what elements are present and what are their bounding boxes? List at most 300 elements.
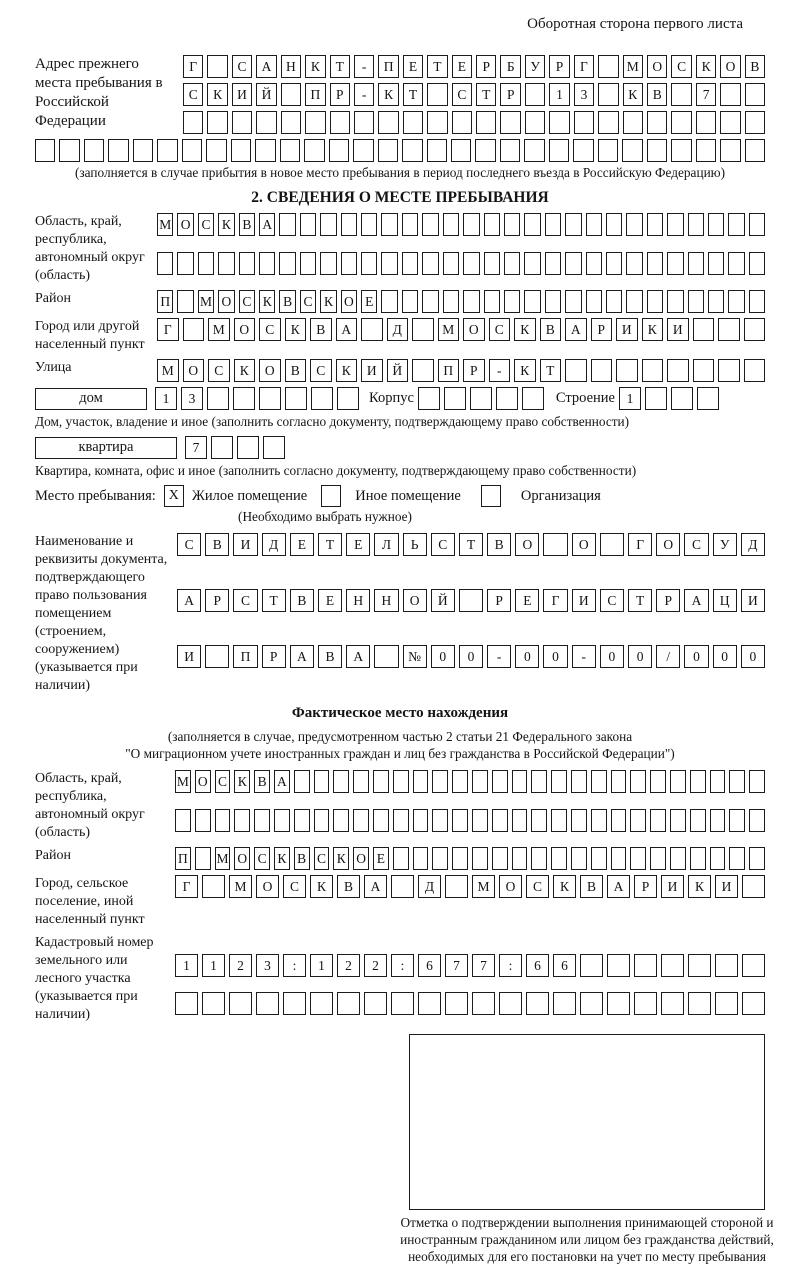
char-cell[interactable]: А bbox=[336, 318, 358, 341]
char-cell[interactable] bbox=[422, 213, 438, 236]
char-cell[interactable]: № bbox=[403, 645, 427, 668]
char-cell[interactable]: И bbox=[741, 589, 765, 612]
char-cell[interactable]: Н bbox=[374, 589, 398, 612]
char-cell[interactable] bbox=[337, 992, 360, 1015]
char-cell[interactable] bbox=[524, 290, 540, 313]
char-cell[interactable] bbox=[393, 847, 409, 870]
char-cell[interactable] bbox=[353, 809, 369, 832]
char-cell[interactable] bbox=[690, 809, 706, 832]
char-cell[interactable] bbox=[611, 770, 627, 793]
char-cell[interactable] bbox=[708, 290, 724, 313]
char-cell[interactable] bbox=[391, 992, 414, 1015]
char-cell[interactable] bbox=[207, 111, 227, 134]
char-cell[interactable] bbox=[591, 359, 613, 382]
char-cell[interactable]: П bbox=[175, 847, 191, 870]
char-cell[interactable] bbox=[526, 992, 549, 1015]
char-cell[interactable] bbox=[294, 809, 310, 832]
char-cell[interactable]: А bbox=[565, 318, 587, 341]
char-cell[interactable] bbox=[500, 111, 520, 134]
char-cell[interactable] bbox=[611, 809, 627, 832]
char-cell[interactable]: Е bbox=[403, 55, 423, 78]
char-cell[interactable]: Е bbox=[361, 290, 377, 313]
char-cell[interactable] bbox=[745, 111, 765, 134]
char-cell[interactable] bbox=[373, 809, 389, 832]
char-cell[interactable] bbox=[647, 213, 663, 236]
checkbox-organization[interactable] bbox=[481, 485, 501, 507]
char-cell[interactable] bbox=[470, 387, 492, 410]
char-cell[interactable]: С bbox=[671, 55, 691, 78]
char-cell[interactable] bbox=[492, 809, 508, 832]
char-cell[interactable] bbox=[402, 139, 422, 162]
char-cell[interactable] bbox=[381, 290, 397, 313]
char-cell[interactable] bbox=[320, 213, 336, 236]
char-cell[interactable]: М bbox=[157, 359, 179, 382]
char-cell[interactable] bbox=[476, 111, 496, 134]
char-cell[interactable] bbox=[626, 252, 642, 275]
char-cell[interactable] bbox=[671, 387, 693, 410]
char-cell[interactable] bbox=[586, 252, 602, 275]
char-cell[interactable] bbox=[745, 139, 765, 162]
char-cell[interactable] bbox=[611, 847, 627, 870]
char-cell[interactable] bbox=[671, 111, 691, 134]
char-cell[interactable] bbox=[472, 770, 488, 793]
char-cell[interactable] bbox=[598, 83, 618, 106]
char-cell[interactable] bbox=[729, 770, 745, 793]
char-cell[interactable] bbox=[232, 111, 252, 134]
char-cell[interactable]: Т bbox=[476, 83, 496, 106]
char-cell[interactable]: Г bbox=[157, 318, 179, 341]
char-cell[interactable] bbox=[720, 111, 740, 134]
char-cell[interactable] bbox=[647, 139, 667, 162]
char-cell[interactable] bbox=[157, 252, 173, 275]
char-cell[interactable] bbox=[623, 111, 643, 134]
char-cell[interactable]: О bbox=[515, 533, 539, 556]
char-cell[interactable]: Р bbox=[634, 875, 657, 898]
char-cell[interactable] bbox=[182, 139, 202, 162]
char-cell[interactable]: Е bbox=[318, 589, 342, 612]
char-cell[interactable] bbox=[551, 770, 567, 793]
char-cell[interactable]: 3 bbox=[181, 387, 203, 410]
char-cell[interactable] bbox=[531, 809, 547, 832]
char-cell[interactable]: Б bbox=[500, 55, 520, 78]
char-cell[interactable] bbox=[647, 290, 663, 313]
char-cell[interactable]: Е bbox=[515, 589, 539, 612]
char-cell[interactable] bbox=[574, 111, 594, 134]
char-cell[interactable] bbox=[330, 111, 350, 134]
char-cell[interactable]: / bbox=[656, 645, 680, 668]
char-cell[interactable] bbox=[393, 770, 409, 793]
char-cell[interactable] bbox=[504, 213, 520, 236]
char-cell[interactable] bbox=[373, 770, 389, 793]
char-cell[interactable]: П bbox=[378, 55, 398, 78]
char-cell[interactable]: А bbox=[290, 645, 314, 668]
char-cell[interactable]: Т bbox=[427, 55, 447, 78]
char-cell[interactable]: С bbox=[600, 589, 624, 612]
char-cell[interactable] bbox=[661, 992, 684, 1015]
char-cell[interactable] bbox=[175, 809, 191, 832]
char-cell[interactable]: К bbox=[305, 55, 325, 78]
char-cell[interactable]: О bbox=[720, 55, 740, 78]
char-cell[interactable]: Н bbox=[346, 589, 370, 612]
char-cell[interactable] bbox=[255, 139, 275, 162]
char-cell[interactable] bbox=[571, 770, 587, 793]
char-cell[interactable]: С bbox=[233, 589, 257, 612]
char-cell[interactable] bbox=[304, 139, 324, 162]
char-cell[interactable] bbox=[586, 213, 602, 236]
char-cell[interactable] bbox=[254, 809, 270, 832]
char-cell[interactable] bbox=[500, 139, 520, 162]
char-cell[interactable] bbox=[294, 770, 310, 793]
char-cell[interactable]: В bbox=[318, 645, 342, 668]
char-cell[interactable] bbox=[256, 111, 276, 134]
char-cell[interactable]: 3 bbox=[574, 83, 594, 106]
char-cell[interactable]: 0 bbox=[431, 645, 455, 668]
char-cell[interactable]: Р bbox=[330, 83, 350, 106]
char-cell[interactable] bbox=[525, 111, 545, 134]
char-cell[interactable] bbox=[749, 213, 765, 236]
char-cell[interactable]: Е bbox=[452, 55, 472, 78]
char-cell[interactable] bbox=[452, 809, 468, 832]
char-cell[interactable] bbox=[218, 252, 234, 275]
char-cell[interactable]: С bbox=[177, 533, 201, 556]
char-cell[interactable]: Е bbox=[373, 847, 389, 870]
char-cell[interactable] bbox=[443, 290, 459, 313]
char-cell[interactable] bbox=[690, 847, 706, 870]
char-cell[interactable]: К bbox=[336, 359, 358, 382]
char-cell[interactable] bbox=[422, 290, 438, 313]
char-cell[interactable] bbox=[157, 139, 177, 162]
char-cell[interactable] bbox=[484, 213, 500, 236]
char-cell[interactable] bbox=[688, 252, 704, 275]
char-cell[interactable] bbox=[598, 111, 618, 134]
char-cell[interactable] bbox=[463, 252, 479, 275]
char-cell[interactable] bbox=[484, 252, 500, 275]
char-cell[interactable]: 6 bbox=[526, 954, 549, 977]
char-cell[interactable]: М bbox=[438, 318, 460, 341]
char-cell[interactable]: С bbox=[254, 847, 270, 870]
char-cell[interactable] bbox=[427, 139, 447, 162]
char-cell[interactable]: В bbox=[487, 533, 511, 556]
char-cell[interactable]: Р bbox=[549, 55, 569, 78]
char-cell[interactable] bbox=[693, 359, 715, 382]
char-cell[interactable]: Р bbox=[591, 318, 613, 341]
char-cell[interactable]: О bbox=[572, 533, 596, 556]
char-cell[interactable]: 1 bbox=[175, 954, 198, 977]
char-cell[interactable] bbox=[661, 954, 684, 977]
char-cell[interactable] bbox=[729, 847, 745, 870]
char-cell[interactable]: 0 bbox=[543, 645, 567, 668]
char-cell[interactable] bbox=[708, 213, 724, 236]
char-cell[interactable]: О bbox=[259, 359, 281, 382]
char-cell[interactable]: М bbox=[157, 213, 173, 236]
char-cell[interactable] bbox=[256, 992, 279, 1015]
char-cell[interactable] bbox=[504, 252, 520, 275]
char-cell[interactable]: Р bbox=[205, 589, 229, 612]
char-cell[interactable] bbox=[670, 847, 686, 870]
checkbox-residential[interactable]: X bbox=[164, 485, 184, 507]
char-cell[interactable] bbox=[432, 770, 448, 793]
char-cell[interactable]: Р bbox=[487, 589, 511, 612]
char-cell[interactable]: С bbox=[526, 875, 549, 898]
char-cell[interactable] bbox=[432, 809, 448, 832]
char-cell[interactable]: 7 bbox=[696, 83, 716, 106]
char-cell[interactable] bbox=[522, 387, 544, 410]
char-cell[interactable] bbox=[720, 139, 740, 162]
char-cell[interactable] bbox=[403, 111, 423, 134]
char-cell[interactable] bbox=[667, 213, 683, 236]
char-cell[interactable]: П bbox=[305, 83, 325, 106]
char-cell[interactable]: А bbox=[259, 213, 275, 236]
char-cell[interactable] bbox=[607, 992, 630, 1015]
char-cell[interactable] bbox=[183, 318, 205, 341]
char-cell[interactable]: С bbox=[198, 213, 214, 236]
char-cell[interactable] bbox=[524, 252, 540, 275]
char-cell[interactable]: Ь bbox=[403, 533, 427, 556]
char-cell[interactable] bbox=[364, 992, 387, 1015]
char-cell[interactable]: О bbox=[353, 847, 369, 870]
char-cell[interactable] bbox=[175, 992, 198, 1015]
char-cell[interactable] bbox=[451, 139, 471, 162]
char-cell[interactable]: К bbox=[642, 318, 664, 341]
char-cell[interactable] bbox=[744, 318, 766, 341]
char-cell[interactable]: С bbox=[259, 318, 281, 341]
char-cell[interactable] bbox=[195, 809, 211, 832]
char-cell[interactable]: С bbox=[239, 290, 255, 313]
char-cell[interactable]: 2 bbox=[364, 954, 387, 977]
char-cell[interactable]: 0 bbox=[684, 645, 708, 668]
char-cell[interactable]: И bbox=[616, 318, 638, 341]
char-cell[interactable] bbox=[443, 213, 459, 236]
char-cell[interactable]: 0 bbox=[515, 645, 539, 668]
char-cell[interactable] bbox=[744, 359, 766, 382]
char-cell[interactable] bbox=[183, 111, 203, 134]
char-cell[interactable]: Р bbox=[463, 359, 485, 382]
char-cell[interactable]: С bbox=[208, 359, 230, 382]
char-cell[interactable] bbox=[728, 252, 744, 275]
char-cell[interactable] bbox=[492, 847, 508, 870]
char-cell[interactable]: Й bbox=[256, 83, 276, 106]
char-cell[interactable] bbox=[198, 252, 214, 275]
char-cell[interactable] bbox=[607, 954, 630, 977]
char-cell[interactable] bbox=[647, 111, 667, 134]
char-cell[interactable]: В bbox=[580, 875, 603, 898]
char-cell[interactable] bbox=[443, 252, 459, 275]
char-cell[interactable]: К bbox=[274, 847, 290, 870]
char-cell[interactable]: К bbox=[259, 290, 275, 313]
char-cell[interactable] bbox=[524, 213, 540, 236]
char-cell[interactable] bbox=[504, 290, 520, 313]
char-cell[interactable] bbox=[234, 809, 250, 832]
char-cell[interactable]: К bbox=[285, 318, 307, 341]
char-cell[interactable]: С bbox=[489, 318, 511, 341]
char-cell[interactable]: В bbox=[310, 318, 332, 341]
char-cell[interactable] bbox=[475, 139, 495, 162]
char-cell[interactable] bbox=[598, 139, 618, 162]
char-cell[interactable]: Д bbox=[262, 533, 286, 556]
char-cell[interactable]: 0 bbox=[713, 645, 737, 668]
char-cell[interactable]: С bbox=[215, 770, 231, 793]
char-cell[interactable] bbox=[749, 290, 765, 313]
char-cell[interactable] bbox=[432, 847, 448, 870]
char-cell[interactable] bbox=[499, 992, 522, 1015]
char-cell[interactable] bbox=[279, 252, 295, 275]
char-cell[interactable]: Г bbox=[574, 55, 594, 78]
char-cell[interactable] bbox=[341, 252, 357, 275]
char-cell[interactable] bbox=[361, 252, 377, 275]
char-cell[interactable] bbox=[545, 290, 561, 313]
char-cell[interactable]: 1 bbox=[310, 954, 333, 977]
char-cell[interactable] bbox=[300, 252, 316, 275]
char-cell[interactable] bbox=[715, 992, 738, 1015]
char-cell[interactable] bbox=[422, 252, 438, 275]
char-cell[interactable] bbox=[211, 436, 233, 459]
char-cell[interactable] bbox=[402, 252, 418, 275]
char-cell[interactable] bbox=[616, 359, 638, 382]
char-cell[interactable] bbox=[202, 875, 225, 898]
char-cell[interactable] bbox=[565, 290, 581, 313]
char-cell[interactable] bbox=[361, 318, 383, 341]
char-cell[interactable]: С bbox=[283, 875, 306, 898]
char-cell[interactable] bbox=[708, 252, 724, 275]
char-cell[interactable] bbox=[729, 809, 745, 832]
char-cell[interactable]: 7 bbox=[445, 954, 468, 977]
char-cell[interactable] bbox=[551, 809, 567, 832]
char-cell[interactable] bbox=[84, 139, 104, 162]
char-cell[interactable] bbox=[749, 252, 765, 275]
char-cell[interactable]: Е bbox=[346, 533, 370, 556]
char-cell[interactable]: М bbox=[198, 290, 214, 313]
char-cell[interactable]: Е bbox=[290, 533, 314, 556]
char-cell[interactable] bbox=[300, 213, 316, 236]
char-cell[interactable] bbox=[207, 387, 229, 410]
char-cell[interactable] bbox=[710, 847, 726, 870]
char-cell[interactable]: В bbox=[745, 55, 765, 78]
char-cell[interactable] bbox=[642, 359, 664, 382]
char-cell[interactable] bbox=[749, 847, 765, 870]
char-cell[interactable] bbox=[667, 359, 689, 382]
char-cell[interactable] bbox=[354, 111, 374, 134]
char-cell[interactable]: 0 bbox=[628, 645, 652, 668]
char-cell[interactable]: О bbox=[499, 875, 522, 898]
char-cell[interactable]: О bbox=[218, 290, 234, 313]
char-cell[interactable]: 7 bbox=[185, 436, 207, 459]
char-cell[interactable]: Й bbox=[387, 359, 409, 382]
char-cell[interactable]: М bbox=[623, 55, 643, 78]
char-cell[interactable]: 1 bbox=[155, 387, 177, 410]
char-cell[interactable]: Г bbox=[543, 589, 567, 612]
char-cell[interactable] bbox=[573, 139, 593, 162]
char-cell[interactable] bbox=[202, 992, 225, 1015]
char-cell[interactable]: В bbox=[290, 589, 314, 612]
char-cell[interactable] bbox=[281, 111, 301, 134]
char-cell[interactable]: А bbox=[274, 770, 290, 793]
char-cell[interactable] bbox=[402, 290, 418, 313]
char-cell[interactable] bbox=[606, 213, 622, 236]
char-cell[interactable] bbox=[463, 290, 479, 313]
char-cell[interactable] bbox=[305, 111, 325, 134]
char-cell[interactable] bbox=[630, 847, 646, 870]
char-cell[interactable]: Й bbox=[431, 589, 455, 612]
char-cell[interactable]: Г bbox=[628, 533, 652, 556]
char-cell[interactable]: М bbox=[175, 770, 191, 793]
char-cell[interactable] bbox=[280, 139, 300, 162]
char-cell[interactable] bbox=[549, 111, 569, 134]
char-cell[interactable] bbox=[571, 809, 587, 832]
char-cell[interactable] bbox=[667, 290, 683, 313]
char-cell[interactable] bbox=[742, 954, 765, 977]
char-cell[interactable]: - bbox=[572, 645, 596, 668]
char-cell[interactable]: К bbox=[207, 83, 227, 106]
char-cell[interactable] bbox=[565, 213, 581, 236]
char-cell[interactable]: А bbox=[607, 875, 630, 898]
char-cell[interactable]: О bbox=[234, 847, 250, 870]
char-cell[interactable]: И bbox=[233, 533, 257, 556]
char-cell[interactable] bbox=[728, 213, 744, 236]
char-cell[interactable]: Д bbox=[741, 533, 765, 556]
char-cell[interactable]: Т bbox=[540, 359, 562, 382]
char-cell[interactable] bbox=[512, 847, 528, 870]
char-cell[interactable]: 2 bbox=[229, 954, 252, 977]
char-cell[interactable] bbox=[591, 770, 607, 793]
char-cell[interactable]: А bbox=[684, 589, 708, 612]
char-cell[interactable]: - bbox=[354, 83, 374, 106]
char-cell[interactable] bbox=[565, 252, 581, 275]
char-cell[interactable] bbox=[492, 770, 508, 793]
char-cell[interactable]: : bbox=[283, 954, 306, 977]
char-cell[interactable] bbox=[580, 954, 603, 977]
char-cell[interactable] bbox=[512, 809, 528, 832]
char-cell[interactable]: П bbox=[233, 645, 257, 668]
char-cell[interactable] bbox=[418, 992, 441, 1015]
char-cell[interactable]: К bbox=[514, 359, 536, 382]
char-cell[interactable] bbox=[690, 770, 706, 793]
char-cell[interactable]: 6 bbox=[418, 954, 441, 977]
char-cell[interactable] bbox=[274, 809, 290, 832]
char-cell[interactable] bbox=[391, 875, 414, 898]
char-cell[interactable]: Л bbox=[374, 533, 398, 556]
char-cell[interactable] bbox=[452, 847, 468, 870]
char-cell[interactable] bbox=[310, 992, 333, 1015]
char-cell[interactable]: О bbox=[183, 359, 205, 382]
char-cell[interactable]: П bbox=[157, 290, 173, 313]
char-cell[interactable] bbox=[496, 387, 518, 410]
char-cell[interactable] bbox=[512, 770, 528, 793]
char-cell[interactable]: К bbox=[333, 847, 349, 870]
char-cell[interactable] bbox=[412, 318, 434, 341]
char-cell[interactable]: К bbox=[320, 290, 336, 313]
char-cell[interactable]: О bbox=[403, 589, 427, 612]
char-cell[interactable]: : bbox=[391, 954, 414, 977]
char-cell[interactable] bbox=[259, 387, 281, 410]
char-cell[interactable]: А bbox=[364, 875, 387, 898]
char-cell[interactable]: Т bbox=[403, 83, 423, 106]
char-cell[interactable] bbox=[353, 139, 373, 162]
char-cell[interactable] bbox=[281, 83, 301, 106]
char-cell[interactable]: К bbox=[623, 83, 643, 106]
char-cell[interactable] bbox=[263, 436, 285, 459]
char-cell[interactable]: К bbox=[514, 318, 536, 341]
char-cell[interactable] bbox=[427, 83, 447, 106]
char-cell[interactable]: К bbox=[310, 875, 333, 898]
char-cell[interactable]: В bbox=[294, 847, 310, 870]
char-cell[interactable]: К bbox=[553, 875, 576, 898]
char-cell[interactable]: А bbox=[346, 645, 370, 668]
char-cell[interactable] bbox=[353, 770, 369, 793]
char-cell[interactable]: В bbox=[540, 318, 562, 341]
char-cell[interactable]: С bbox=[183, 83, 203, 106]
char-cell[interactable]: М bbox=[208, 318, 230, 341]
char-cell[interactable] bbox=[630, 809, 646, 832]
